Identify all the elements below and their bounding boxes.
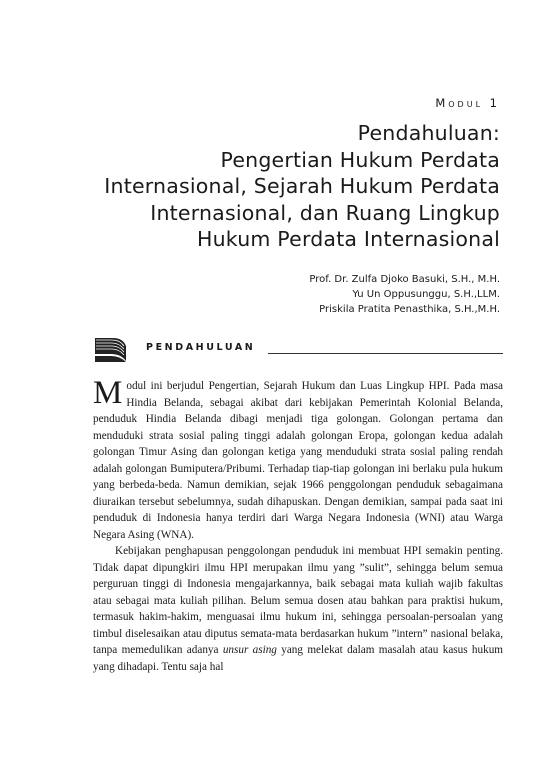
title-line: Internasional, Sejarah Hukum Perdata [104,174,500,198]
chapter-title [30,120,500,253]
open-book-icon [93,334,129,364]
section-heading [93,334,503,364]
body-text [93,375,504,675]
paragraph-text: odul ini berjudul Pengertian, Sejarah Hukum dan Luas Lingkup HPI. Pada masa Hindia Belanda, sebagai akibat dari kebijakan Pemerintah Kolonial Belanda, penduduk Hindia Belanda dibagi menjadi tiga golongan. Golongan pertama dan menduduki strata sosial paling tinggi adalah golongan Eropa, golongan kedua adalah golongan Timur Asing dan golongan ketiga yang menduduki strata sosial paling rendah adalah golongan Bumiputera/Pribumi. Terhadap tiap-tiap golongan ini berlaku pula hukum yang berbeda-beda. Namun demikian, sejak 1966 penggolongan penduduk sebagaimana diuraikan tersebut sebelumnya, sudah dihapuskan. Dengan demikian, sampai pada saat ini penduduk di Indonesia hanya terdiri dari Warga Negara Indonesia (WNI) atau Warga Negara Asing (WNA). [93,380,503,541]
paragraph [93,543,503,675]
author-list [309,272,500,317]
author-name: Yu Un Oppusunggu, S.H.,LLM. [352,289,500,300]
section-title: PENDAHULUAN [146,342,256,353]
title-line: Hukum Perdata Internasional [196,227,500,251]
title-line: Pendahuluan: [357,121,500,145]
title-line: Pengertian Hukum Perdata [220,147,500,172]
paragraph-text: yang melekat dalam masalah atau kasus hukum yang dihadapi. Tentu saja hal [93,644,504,673]
paragraph-text: Kebijakan penghapusan penggolongan penduduk ini membuat HPI semakin penting. Tidak dapat dipungkiri ilmu HPI merupakan ilmu yang ”sulit”, sehingga belum semua perguruan tinggi di Indonesia mengajarkannya, baik sebagai mata kuliah wajib fakultas atau sebagai mata kuliah pilihan. Belum semua dosen atau bahkan para praktisi hukum, termasuk hakim-hakim, menguasai ilmu hukum ini, sehingga persoalan-persoalan yang timbul diselesaikan atau diputus semata-mata berdasarkan hukum ”intern” nasional belaka, tanpa memedulikan adanya [93,545,503,656]
title-line: Internasional, dan Ruang Lingkup [150,200,500,225]
section-divider [268,353,503,354]
drop-cap: M [93,375,123,411]
module-label: Modul 1 [435,96,500,110]
paragraph [93,375,503,543]
italic-term: unsur asing [222,644,277,656]
author-name: Priskila Pratita Penasthika, S.H.,M.H. [319,304,500,315]
author-name: Prof. Dr. Zulfa Djoko Basuki, S.H., M.H. [309,274,500,285]
